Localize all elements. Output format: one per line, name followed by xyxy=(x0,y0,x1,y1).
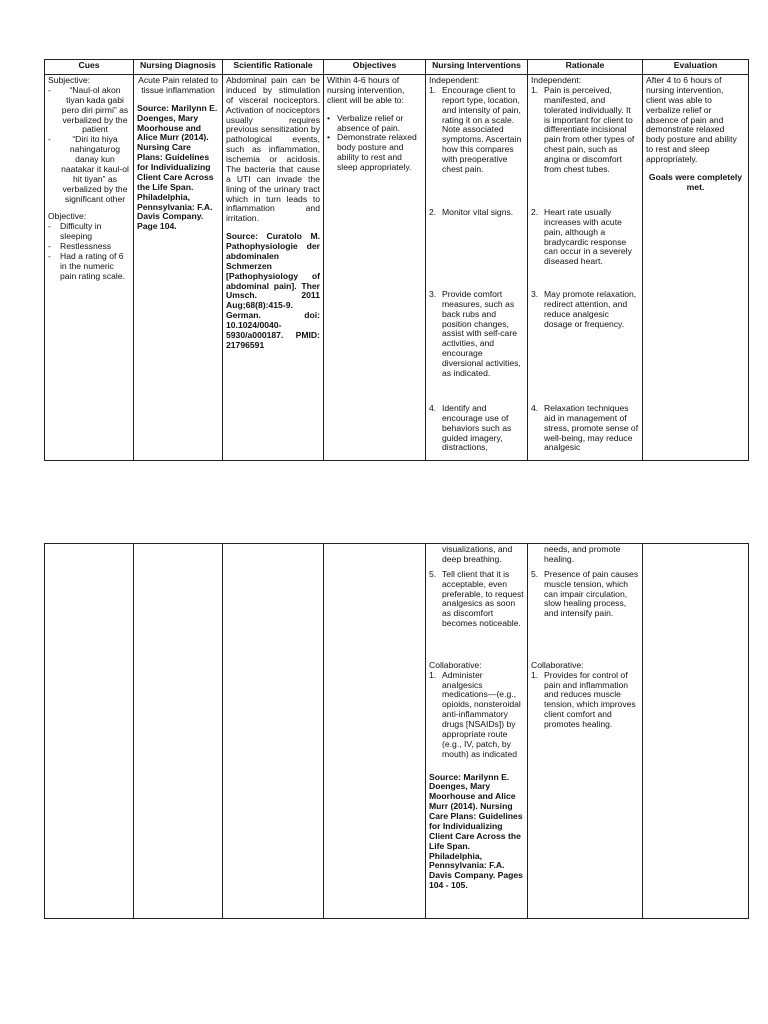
table-row xyxy=(45,544,749,919)
nursing-care-plan-table-page-2 xyxy=(44,543,749,919)
header-scientific-rationale: Scientific Rationale xyxy=(223,60,324,75)
list-item: 5. Tell client that it is acceptable, even preferable, to request analgesics as soon as discomfort becomes noticeable. xyxy=(429,568,524,629)
list-item: - “Naul-ol akon tiyan kada gabi pero diri pirmi” as verbalized by the patient xyxy=(48,84,129,135)
evaluation-text: After 4 to 6 hours of nursing intervention, client was able to verbalize relief or absence of pain and demonstrate relaxed body posture and ability to rest and sleep appropriately. xyxy=(646,75,737,164)
list-item: 1. Pain is perceived, manifested, and tolerated individually. It is important for client to differentiate incisional pain from other types of chest pain, such as angina or discomfort from chest tubes. xyxy=(531,84,635,174)
table-row xyxy=(45,75,749,461)
list-item: 3. May promote relaxation, redirect attention, and reduce analgesic dosage or frequency. xyxy=(531,288,637,329)
objective-label: Objective: xyxy=(48,211,87,222)
objectives-intro: Within 4-6 hours of nursing intervention, client will be able to: xyxy=(327,75,405,105)
diagnosis-cell-continued xyxy=(134,544,223,919)
header-objectives: Objectives xyxy=(324,60,426,75)
header-evaluation: Evaluation xyxy=(643,60,749,75)
interventions-source: Source: Marilynn E. Doenges, Mary Moorhouse and Alice Murr (2014). Nursing Care Plans: Guidelines for Individualizing Client Care Across the Life Span. Philadelphia, Pennsylvania: F.A. Davis Company. Pages 104 - 105. xyxy=(429,771,523,891)
scientific-rationale-text: Abdominal pain can be induced by stimulation of visceral nociceptors. Activation of nociceptors usually requires previous sensitization by pathological events, such as inflammation, ischemia or acidosis. The bacteria that cause a UTI can invade the lining of the urinary tract which in turn leads to inflammation and irritation. xyxy=(226,75,320,224)
list-item: - Difficulty in sleeping xyxy=(48,221,102,242)
list-item: 2. Heart rate usually increases with acute pain, although a bradycardic response can occur in a severely diseased heart. xyxy=(531,206,632,267)
interventions-collaborative-label: Collaborative: xyxy=(429,659,482,670)
interventions-cell xyxy=(426,75,528,461)
list-item: - Restlessness xyxy=(48,241,112,251)
diagnosis-source: Source: Marilynn E. Doenges, Mary Moorhouse and Alice Murr (2014). Nursing Care Plans: Guidelines for Individualizing Client Care Across the Life Span. Philadelphia, Pennsylvania: F.A. Davis Company. Page 104. xyxy=(137,102,218,232)
objectives-cell-continued xyxy=(324,544,426,919)
nursing-care-plan-table-page-1 xyxy=(44,59,749,461)
list-item: - “Diri ito hiya nahingaturog danay kun naatakar it kaul-ol hit tiyan” as verbalized by the significant other xyxy=(48,134,129,204)
list-item: 3. Provide comfort measures, such as back rubs and position changes, assist with self-care activities, and encourage diversional activities, as indicated. xyxy=(429,288,521,378)
list-item: 2. Monitor vital signs. xyxy=(429,206,514,217)
evaluation-cell-continued xyxy=(643,544,749,919)
list-item-continued: visualizations, and deep breathing. xyxy=(442,544,513,564)
goals-status: Goals were completely met. xyxy=(648,171,743,192)
list-item: - Had a rating of 6 in the numeric pain rating scale. xyxy=(48,250,125,281)
cues-cell-continued xyxy=(45,544,134,919)
scientific-rationale-cell-continued xyxy=(223,544,324,919)
subjective-label: Subjective: xyxy=(48,75,91,85)
rationale-cell xyxy=(528,75,643,461)
rationale-collaborative-label: Collaborative: xyxy=(531,659,584,670)
scientific-rationale-cell xyxy=(223,75,324,461)
list-item: • Verbalize relief or absence of pain. xyxy=(327,112,404,133)
scientific-rationale-source: Source: Curatolo M. Pathophysiologie der abdominalen Schmerzen [Pathophysiology of abdominal pain]. Ther Umsch. 2011 Aug;68(8):415-9. German. doi: 10.1024/0040-5930/a000187. PMID: 21796591 xyxy=(226,231,320,350)
header-cues: Cues xyxy=(45,60,134,75)
list-item: • Demonstrate relaxed body posture and ability to rest and sleep appropriately. xyxy=(327,132,417,172)
header-nursing-diagnosis: Nursing Diagnosis xyxy=(134,60,223,75)
list-item: 1. Encourage client to report type, location, and intensity of pain, rating it on a scale. Note associated symptoms. Ascertain how this compares with preoperative chest pain. xyxy=(429,84,522,174)
list-item: 1. Administer analgesics medications—(e.g., opioids, nonsteroidal anti-inflammatory drugs [NSAIDs]) by appropriate route (e.g., IV, patch, by mouth) as indicated xyxy=(429,669,521,759)
list-item-continued: needs, and promote healing. xyxy=(544,544,621,564)
interventions-independent-label: Independent: xyxy=(429,75,480,85)
header-row xyxy=(45,60,749,75)
header-nursing-interventions: Nursing Interventions xyxy=(426,60,528,75)
list-item: 4. Relaxation techniques aid in management of stress, promote sense of well-being, may reduce analgesic xyxy=(531,402,639,453)
cues-cell xyxy=(45,75,134,461)
list-item: 5. Presence of pain causes muscle tension, which can impair circulation, slow healing process, and intensify pain. xyxy=(531,568,639,619)
evaluation-cell xyxy=(643,75,749,461)
objectives-cell xyxy=(324,75,426,461)
diagnosis-cell xyxy=(134,75,223,461)
header-rationale: Rationale xyxy=(528,60,643,75)
rationale-independent-label: Independent: xyxy=(531,75,582,85)
rationale-cell-continued xyxy=(528,544,643,919)
interventions-cell-continued xyxy=(426,544,528,919)
list-item: 4. Identify and encourage use of behaviors such as guided imagery, distractions, xyxy=(429,402,512,453)
diagnosis-text: Acute Pain related to tissue inflammation xyxy=(138,75,218,95)
list-item: 1. Provides for control of pain and inflammation and reduces muscle tension, which improves client comfort and promotes healing. xyxy=(531,669,636,729)
